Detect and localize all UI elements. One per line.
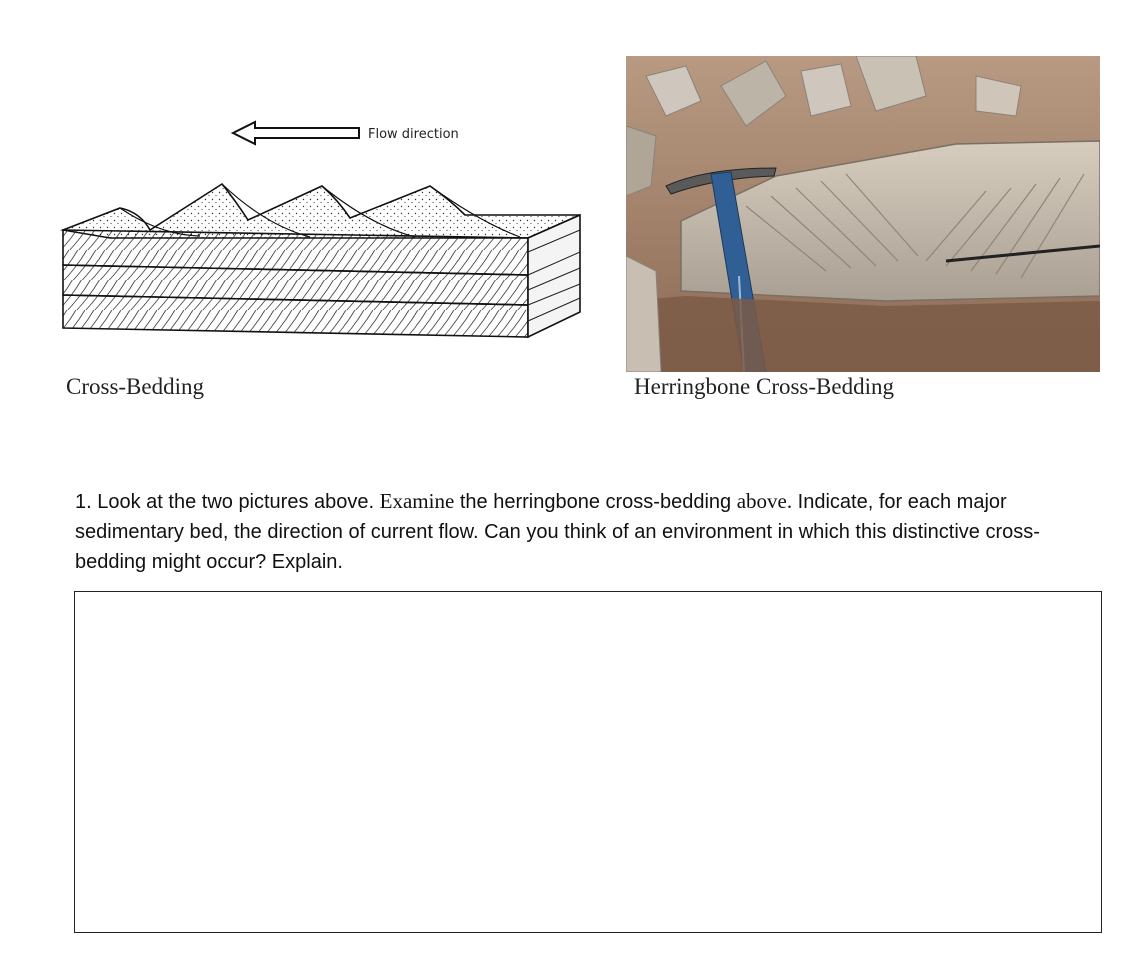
cross-bedding-caption: Cross-Bedding — [66, 374, 204, 399]
flow-direction-label: Flow direction — [368, 127, 459, 142]
flow-direction-arrow — [233, 122, 359, 144]
question-part-5: Indicate, for each major sedimentary bed, the direction of current flow. Can you think of an environment in which this distinctive cross-bedding might occur? Explain. — [75, 491, 1040, 573]
herringbone-photo — [626, 56, 1100, 372]
question-part-2: Examine — [379, 489, 455, 513]
herringbone-caption: Herringbone Cross-Bedding — [634, 374, 894, 399]
question-part-1: 1. Look at the two pictures above. — [75, 491, 375, 513]
cross-bedding-diagram — [50, 100, 590, 350]
question-1-text — [75, 486, 1075, 577]
question-part-4: above. — [736, 489, 793, 513]
answer-box[interactable] — [74, 591, 1102, 933]
question-part-3: the herringbone cross-bedding — [459, 491, 732, 513]
